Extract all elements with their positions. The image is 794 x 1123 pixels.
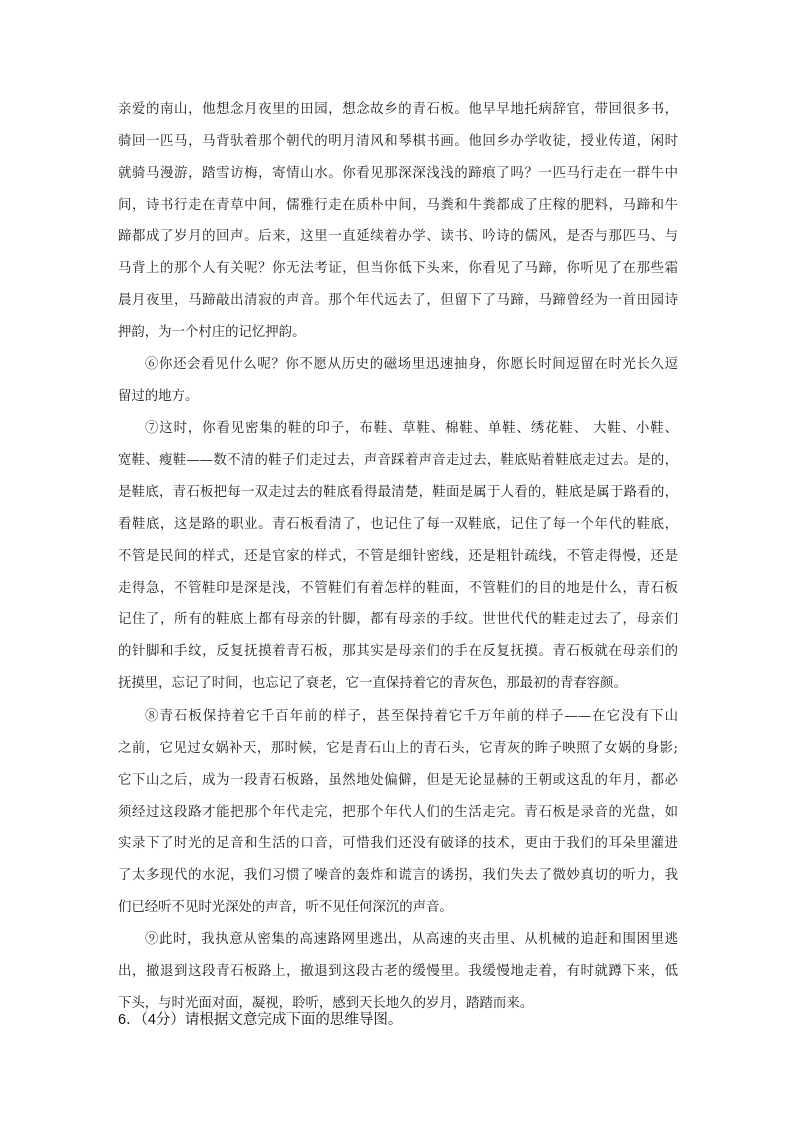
- text-line: 晨月夜里，马蹄敲出清寂的声音。那个年代远去了，但留下了马蹄，马蹄曾经为一首田园诗: [118, 293, 678, 308]
- text-line: 走得急，不管鞋印是深是浅，不管鞋们有着怎样的鞋面，不管鞋们的目的地是什么，青石板: [118, 581, 678, 596]
- text-line: 马背上的那个人有关呢？你无法考证，但当你低下头来，你看见了马蹄，你听见了在那些霜: [118, 261, 678, 276]
- text-line: 宽鞋、瘦鞋——数不清的鞋子们走过去，声音踩着声音走过去，鞋底贴着鞋底走过去。是的，: [118, 453, 678, 468]
- text-line: 抚摸里，忘记了时间，也忘记了衰老，它一直保持着它的青灰色，那最初的青春容颜。: [118, 676, 627, 691]
- text-line: 实录下了时光的足音和生活的口音，可惜我们还没有破译的技术，更由于我们的耳朵里灌进: [118, 836, 678, 851]
- text-line: 的针脚和手纹，反复抚摸着青石板，那其实是母亲们的手在反复抚摸。青石板就在母亲们的: [118, 644, 678, 659]
- question-6: 6．（4分）请根据文意完成下面的思维导图。: [118, 1012, 403, 1028]
- text-line: 下头，与时光面对面，凝视，聆听，感到天长地久的岁月，踏踏而来。: [118, 996, 534, 1011]
- text-line: 了太多现代的水泥，我们习惯了噪音的轰炸和谎言的诱拐，我们失去了微妙真切的听力，我: [118, 868, 678, 883]
- text-line: ⑨此时，我执意从密集的高速路网里逃出，从高速的夹击里、从机械的追赶和围困里逃: [145, 932, 678, 947]
- text-line: 蹄都成了岁月的回声。后来，这里一直延续着办学、读书、吟诗的儒风，是否与那匹马、与: [118, 229, 678, 244]
- text-line: ⑥你还会看见什么呢？你不愿从历史的磁场里迅速抽身，你愿长时间逗留在时光长久逗: [145, 357, 678, 372]
- text-line: 留过的地方。: [118, 389, 199, 404]
- text-line: 间，诗书行走在青草中间，儒雅行走在质朴中间，马粪和牛粪都成了庄稼的肥料，马蹄和牛: [118, 198, 678, 213]
- text-line: 不管是民间的样式，还是官家的样式，不管是细针密线，还是粗针疏线，不管走得慢，还是: [118, 549, 678, 564]
- text-line: 是鞋底，青石板把每一双走过去的鞋底看得最清楚，鞋面是属于人看的，鞋底是属于路看的，: [118, 485, 678, 500]
- text-line: ⑧青石板保持着它千百年前的样子，甚至保持着它千万年前的样子——在它没有下山: [145, 709, 678, 724]
- text-line: 须经过这段路才能把那个年代走完，把那个年代人们的生活走完。青石板是录音的光盘，如: [118, 805, 678, 820]
- text-line: 看鞋底，这是路的职业。青石板看清了，也记住了每一双鞋底，记住了每一个年代的鞋底，: [118, 517, 678, 532]
- text-line: 们已经听不见时光深处的声音，听不见任何深沉的声音。: [118, 900, 453, 915]
- text-line: ⑦这时，你看见密集的鞋的印子，布鞋、草鞋、棉鞋、单鞋、绣花鞋、 大鞋、小鞋、: [145, 421, 678, 436]
- text-line: 押韵，为一个村庄的记忆押韵。: [118, 325, 306, 340]
- text-line: 亲爱的南山，他想念月夜里的田园，想念故乡的青石板。他早早地托病辞官，带回很多书，: [118, 102, 678, 117]
- text-line: 之前，它见过女娲补天，那时候，它是青石山上的青石头，它青灰的眸子映照了女娲的身影;: [118, 741, 678, 756]
- text-line: 记住了，所有的鞋底上都有母亲的针脚，都有母亲的手纹。世世代代的鞋走过去了，母亲们: [118, 612, 678, 627]
- text-line: 就骑马漫游，踏雪访梅，寄情山水。你看见那深深浅浅的蹄痕了吗？一匹马行走在一群牛中: [118, 166, 678, 181]
- text-line: 出，撤退到这段青石板路上，撤退到这段古老的缓慢里。我缓慢地走着，有时就蹲下来，低: [118, 964, 678, 979]
- text-line: 它下山之后，成为一段青石板路，虽然地处偏僻，但是无论显赫的王朝或这乱的年月，都必: [118, 773, 678, 788]
- text-line: 骑回一匹马，马背驮着那个朝代的明月清风和琴棋书画。他回乡办学收徒，授业传道，闲时: [118, 134, 678, 149]
